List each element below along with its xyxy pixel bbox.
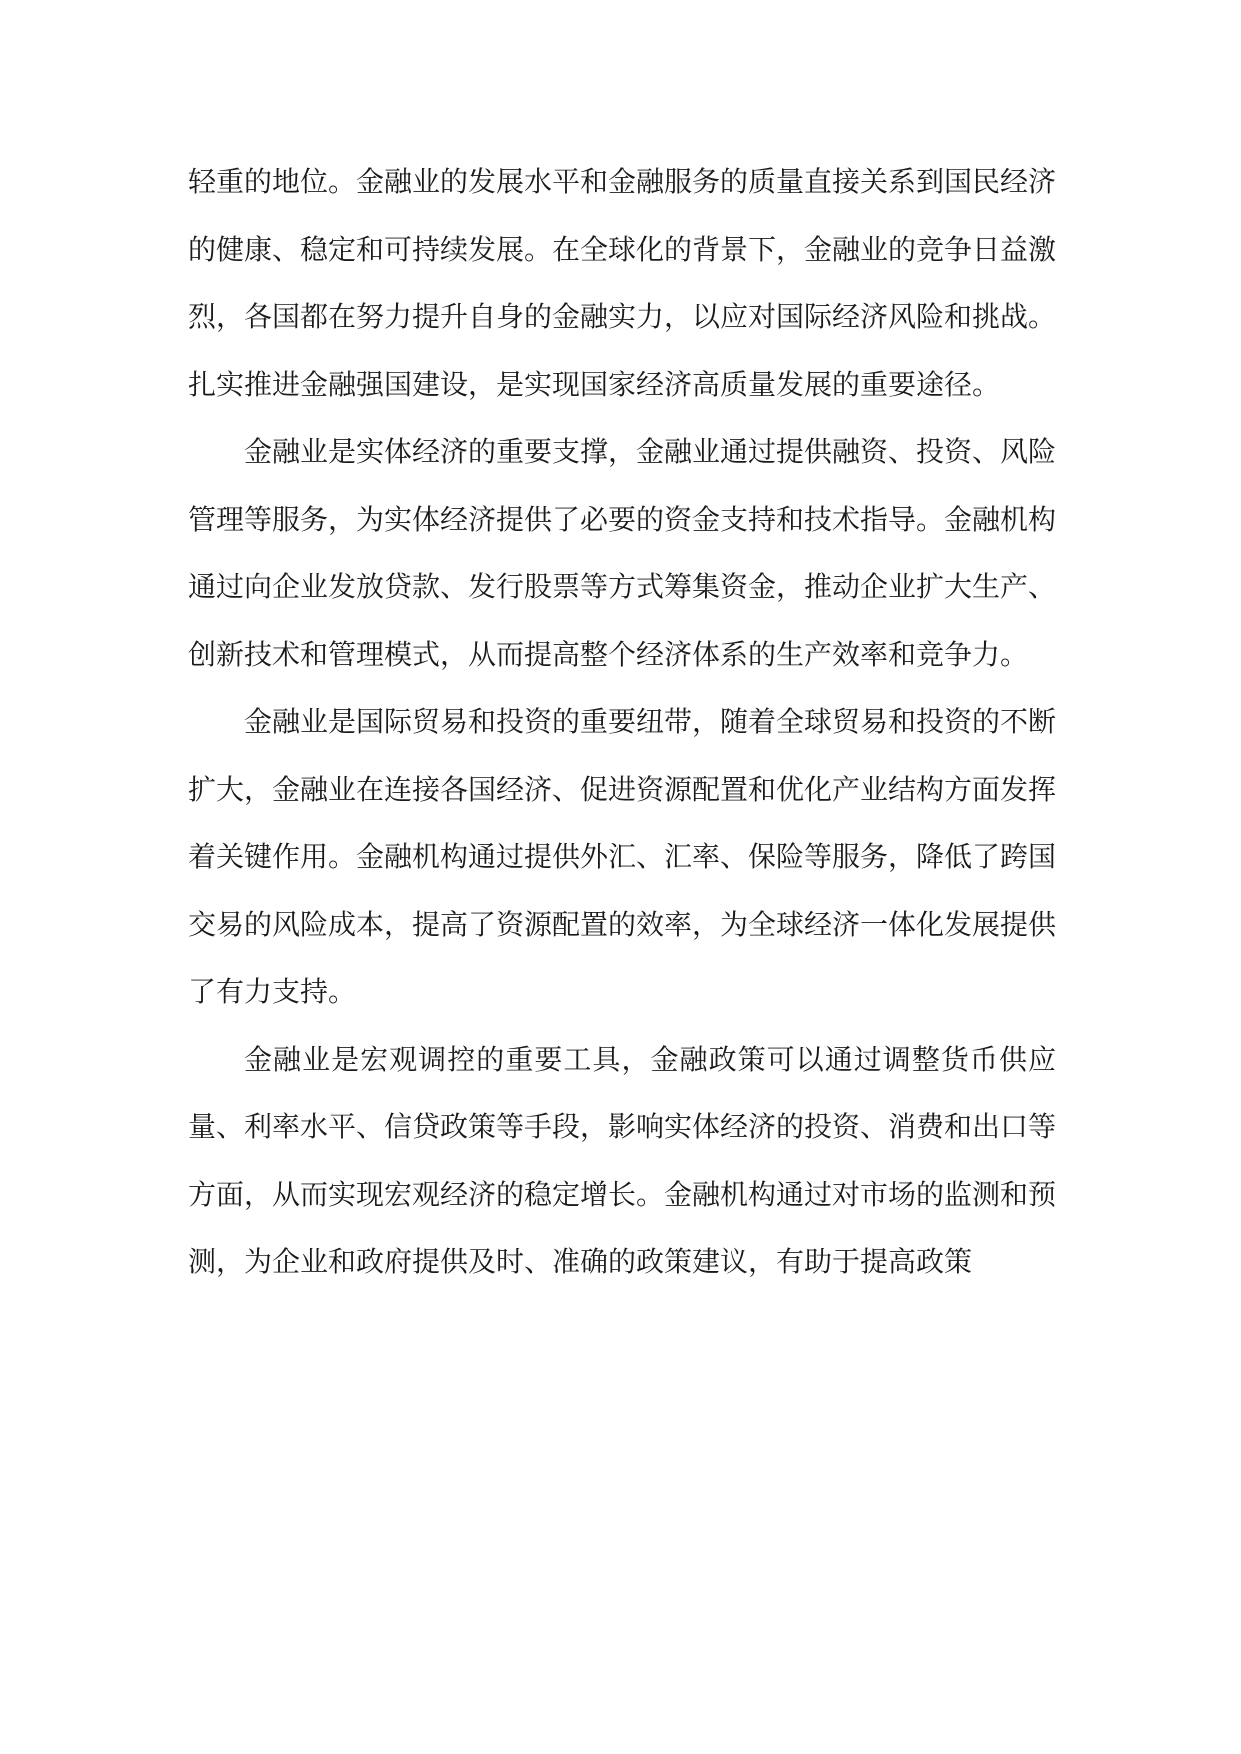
paragraph-4: 金融业是宏观调控的重要工具，金融政策可以通过调整货币供应量、利率水平、信贷政策等手段，影响实体经济的投资、消费和出口等方面，从而实现宏观经济的稳定增长。金融机构通过对市场的监测和预测，为企业和政府提供及时、准确的政策建议，有助于提高政策 — [188, 1042, 1057, 1278]
paragraph-2: 金融业是实体经济的重要支撑，金融业通过提供融资、投资、风险管理等服务，为实体经济提供了必要的资金支持和技术指导。金融机构通过向企业发放贷款、发行股票等方式筹集资金，推动企业扩大生产、创新技术和管理模式，从而提高整个经济体系的生产效率和竞争力。 — [188, 435, 1057, 671]
document-body — [188, 148, 1056, 1296]
paragraph-3: 金融业是国际贸易和投资的重要纽带，随着全球贸易和投资的不断扩大，金融业在连接各国经济、促进资源配置和优化产业结构方面发挥着关键作用。金融机构通过提供外汇、汇率、保险等服务，降低了跨国交易的风险成本，提高了资源配置的效率，为全球经济一体化发展提供了有力支持。 — [188, 705, 1057, 1008]
paragraph-1: 轻重的地位。金融业的发展水平和金融服务的质量直接关系到国民经济的健康、稳定和可持续发展。在全球化的背景下，金融业的竞争日益激烈，各国都在努力提升自身的金融实力，以应对国际经济风险和挑战。扎实推进金融强国建设，是实现国家经济高质量发展的重要途径。 — [188, 165, 1057, 401]
